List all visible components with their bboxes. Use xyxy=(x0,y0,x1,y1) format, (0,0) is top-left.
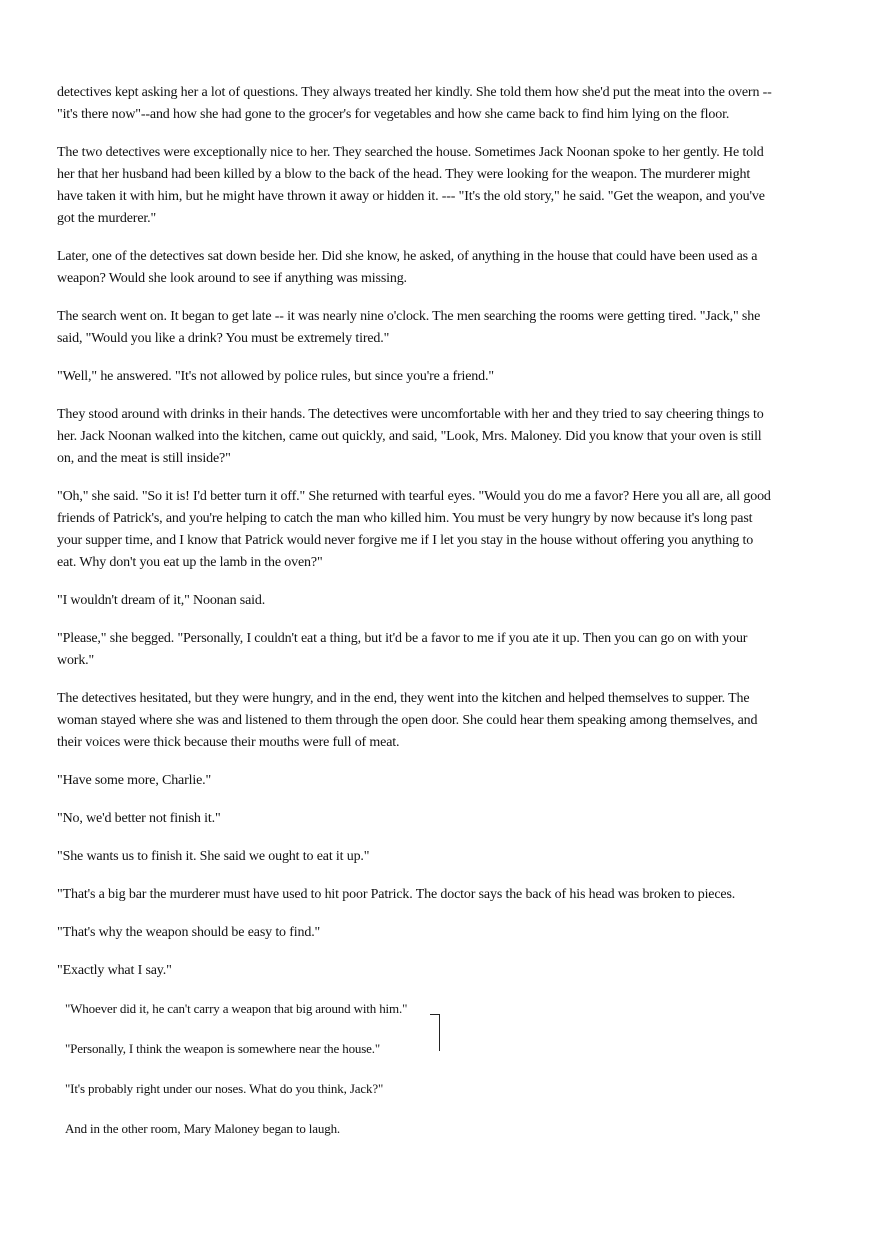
closing-paragraph xyxy=(65,1078,847,1100)
text-line: And in the other room, Mary Maloney began to laugh. xyxy=(65,1121,341,1136)
story-ending xyxy=(57,998,847,1140)
text-line: "Whoever did it, he can't carry a weapon that big around with him." xyxy=(65,1001,408,1016)
text-line: detectives kept asking her a lot of questions. They always treated her kindly. She told them how she'd put the meat into the overn -- xyxy=(57,85,772,100)
text-line: "Have some more, Charlie." xyxy=(57,773,212,788)
paragraph xyxy=(57,808,847,830)
paragraph xyxy=(57,628,847,672)
text-line: "Personally, I think the weapon is somewhere near the house." xyxy=(65,1041,381,1056)
text-line: "She wants us to finish it. She said we ought to eat it up." xyxy=(57,849,370,864)
text-line: on, and the meat is still inside?" xyxy=(57,451,231,466)
closing-paragraph xyxy=(65,998,847,1020)
closing-paragraph xyxy=(65,1118,847,1140)
text-line: "That's a big bar the murderer must have used to hit poor Patrick. The doctor says the back of his head was broken to pieces. xyxy=(57,887,736,902)
paragraph xyxy=(57,688,847,754)
text-line: "Please," she begged. "Personally, I couldn't eat a thing, but it'd be a favor to me if you ate it up. Then you can go on with your xyxy=(57,631,748,646)
margin-bracket-mark xyxy=(430,1014,440,1051)
text-line: your supper time, and I know that Patrick would never forgive me if I let you stay in the house without offering you anything to xyxy=(57,533,754,548)
paragraph xyxy=(57,884,847,906)
text-line: "I wouldn't dream of it," Noonan said. xyxy=(57,593,266,608)
paragraph xyxy=(57,82,847,126)
paragraph xyxy=(57,922,847,944)
paragraph xyxy=(57,770,847,792)
document-page xyxy=(57,82,847,1158)
text-line: her. Jack Noonan walked into the kitchen, came out quickly, and said, "Look, Mrs. Maloney. Did you know that your oven is still xyxy=(57,429,762,444)
story-body xyxy=(57,82,847,982)
text-line: The detectives hesitated, but they were hungry, and in the end, they went into the kitchen and helped themselves to supper. The xyxy=(57,691,750,706)
paragraph xyxy=(57,960,847,982)
paragraph xyxy=(57,142,847,230)
paragraph xyxy=(57,590,847,612)
text-line: Later, one of the detectives sat down beside her. Did she know, he asked, of anything in the house that could have been used as a xyxy=(57,249,758,264)
text-line: their voices were thick because their mouths were full of meat. xyxy=(57,735,400,750)
text-line: The two detectives were exceptionally nice to her. They searched the house. Sometimes Jack Noonan spoke to her gently. He told xyxy=(57,145,764,160)
text-line: her that her husband had been killed by a blow to the back of the head. They were looking for the weapon. The murderer might xyxy=(57,167,751,182)
text-line: have taken it with him, but he might have thrown it away or hidden it. --- "It's the old story," he said. "Get the weapon, and you've xyxy=(57,189,765,204)
text-line: The search went on. It began to get late -- it was nearly nine o'clock. The men searching the rooms were getting tired. "Jack," she xyxy=(57,309,761,324)
text-line: "it's there now"--and how she had gone to the grocer's for vegetables and how she came back to find him lying on the floor. xyxy=(57,107,730,122)
text-line: "No, we'd better not finish it." xyxy=(57,811,221,826)
paragraph xyxy=(57,366,847,388)
text-line: "It's probably right under our noses. What do you think, Jack?" xyxy=(65,1081,384,1096)
paragraph xyxy=(57,246,847,290)
text-line: said, "Would you like a drink? You must be extremely tired." xyxy=(57,331,390,346)
paragraph xyxy=(57,846,847,868)
paragraph xyxy=(57,486,847,574)
text-line: woman stayed where she was and listened to them through the open door. She could hear them speaking among themselves, and xyxy=(57,713,758,728)
text-line: "Oh," she said. "So it is! I'd better turn it off." She returned with tearful eyes. "Would you do me a favor? Here you all are, all good xyxy=(57,489,771,504)
text-line: friends of Patrick's, and you're helping to catch the man who killed him. You must be very hungry by now because it's long past xyxy=(57,511,753,526)
text-line: "Well," he answered. "It's not allowed by police rules, but since you're a friend." xyxy=(57,369,494,384)
paragraph xyxy=(57,404,847,470)
text-line: weapon? Would she look around to see if anything was missing. xyxy=(57,271,407,286)
text-line: "Exactly what I say." xyxy=(57,963,172,978)
text-line: They stood around with drinks in their hands. The detectives were uncomfortable with her and they tried to say cheering things to xyxy=(57,407,764,422)
closing-paragraph xyxy=(65,1038,847,1060)
text-line: got the murderer." xyxy=(57,211,157,226)
text-line: work." xyxy=(57,653,95,668)
text-line: "That's why the weapon should be easy to find." xyxy=(57,925,321,940)
text-line: eat. Why don't you eat up the lamb in the oven?" xyxy=(57,555,323,570)
paragraph xyxy=(57,306,847,350)
